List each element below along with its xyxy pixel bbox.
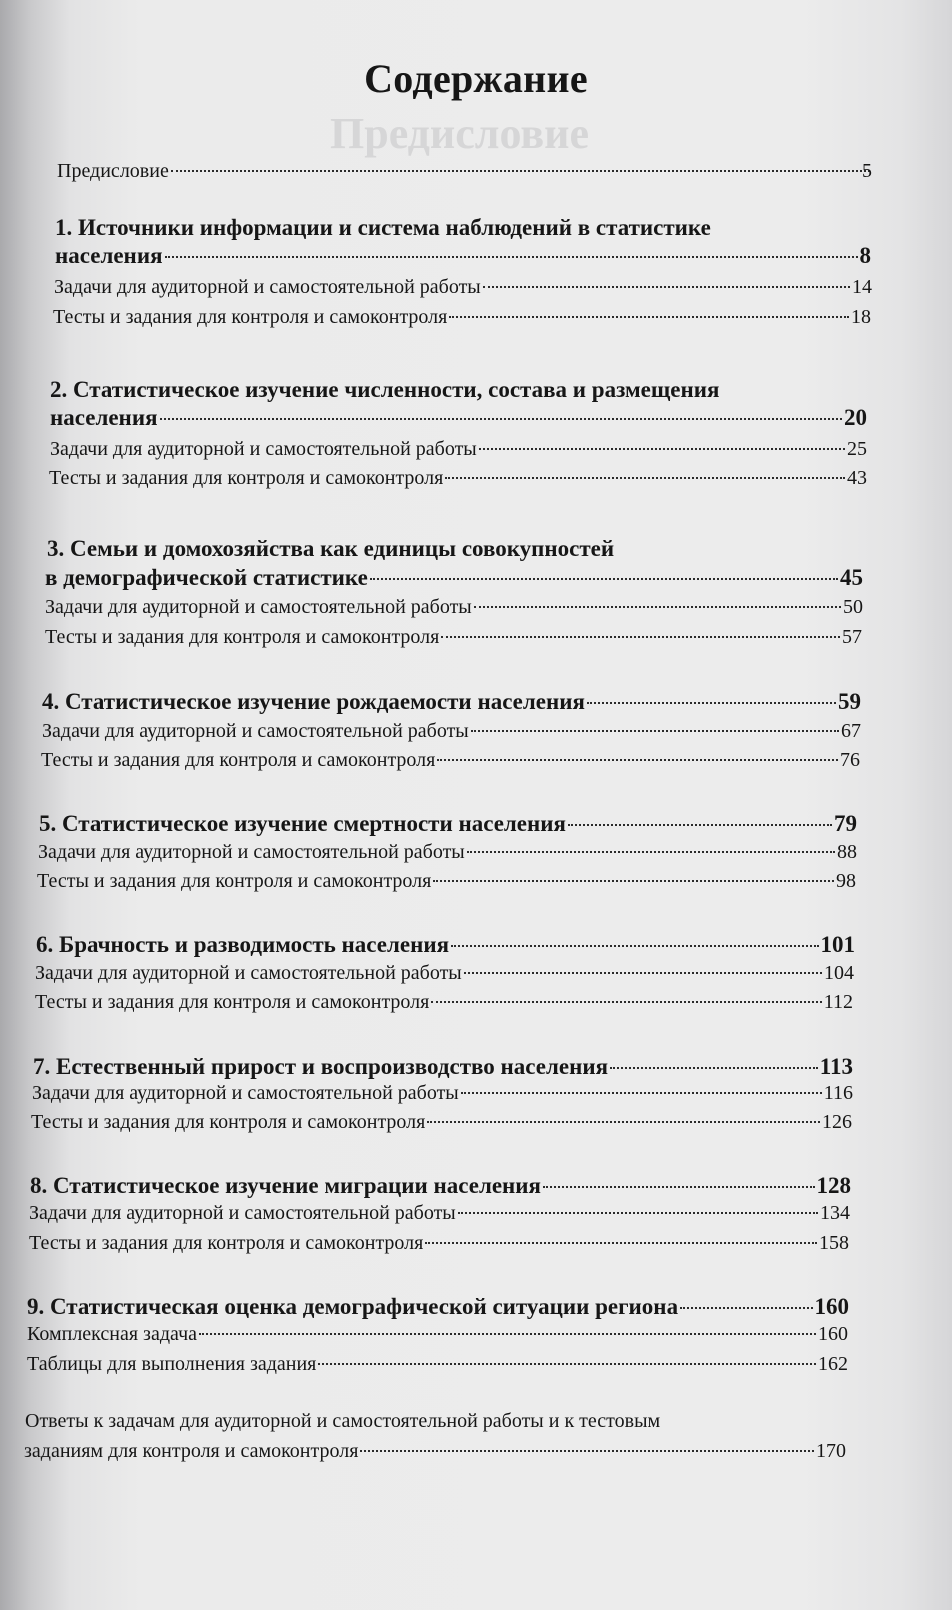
toc-entry-label: Тесты и задания для контроля и самоконтроля	[49, 467, 444, 489]
toc-heading-label: в демографической статистике	[45, 565, 368, 590]
leader-dots	[474, 606, 841, 608]
page-title: Содержание	[364, 56, 588, 101]
toc-entry-preface-page	[820, 160, 872, 183]
leader-dots	[160, 418, 842, 420]
section-heading-7	[33, 1054, 853, 1080]
toc-page-number: 25	[847, 438, 867, 460]
toc-page-number: 158	[819, 1232, 849, 1254]
toc-subentry	[37, 870, 856, 893]
leader-dots	[425, 1242, 817, 1244]
toc-heading-label: 8. Статистическое изучение миграции населения	[30, 1173, 541, 1198]
toc-subentry	[27, 1353, 848, 1376]
toc-subentry	[35, 991, 853, 1014]
toc-subentry	[45, 596, 863, 619]
leader-dots	[610, 1067, 818, 1069]
toc-subentry	[31, 1111, 852, 1134]
toc-page-number: 101	[820, 932, 855, 957]
toc-subentry	[50, 438, 867, 461]
leader-dots	[451, 945, 818, 947]
section-heading-4	[42, 689, 861, 715]
leader-dots	[449, 316, 849, 318]
leader-dots	[437, 759, 838, 761]
toc-page-number: 126	[822, 1111, 852, 1133]
toc-subentry	[41, 749, 860, 772]
leader-dots	[461, 1092, 822, 1094]
bleed-through-heading: Предисловие	[330, 109, 590, 158]
toc-entry-label: Задачи для аудиторной и самостоятельной работы	[32, 1082, 459, 1104]
toc-entry-label: Задачи для аудиторной и самостоятельной работы	[50, 438, 477, 460]
leader-dots	[427, 1121, 820, 1123]
toc-entry-label: Предисловие	[57, 160, 169, 182]
toc-entry-label: Комплексная задача	[27, 1323, 198, 1345]
toc-page-number: 14	[852, 276, 872, 298]
toc-subentry	[53, 306, 871, 329]
leader-dots	[318, 1363, 816, 1365]
toc-answers-line-2	[24, 1440, 846, 1463]
toc-entry-label: Задачи для аудиторной и самостоятельной работы	[42, 720, 469, 742]
leader-dots	[433, 880, 834, 882]
toc-entry-label: Задачи для аудиторной и самостоятельной работы	[35, 962, 462, 984]
section-heading-6	[36, 932, 855, 958]
toc-page-number: 20	[844, 405, 867, 430]
toc-page-number: 43	[847, 467, 867, 489]
toc-entry-preface	[57, 160, 872, 183]
toc-entry-label: Задачи для аудиторной и самостоятельной работы	[38, 841, 465, 863]
leader-dots	[458, 1212, 818, 1214]
section-heading-5	[39, 811, 857, 837]
leader-dots	[467, 851, 835, 853]
toc-subentry	[35, 962, 854, 985]
toc-heading-label: населения	[55, 243, 163, 268]
leader-dots	[680, 1307, 812, 1309]
section-heading-3-end	[45, 565, 863, 591]
leader-dots	[199, 1333, 816, 1335]
toc-page-number: 98	[836, 870, 856, 892]
section-heading-2-end	[50, 405, 867, 431]
toc-page-number: 134	[820, 1202, 850, 1224]
toc-entry-label: Тесты и задания для контроля и самоконтроля	[31, 1111, 426, 1133]
toc-subentry	[45, 626, 862, 649]
leader-dots	[479, 448, 845, 450]
toc-entry-label: заданиям для контроля и самоконтроля	[24, 1440, 359, 1462]
toc-heading-label: 6. Брачность и разводимость населения	[36, 932, 450, 957]
toc-page-number: 162	[818, 1353, 848, 1375]
leader-dots	[568, 824, 832, 826]
toc-entry-label: Тесты и задания для контроля и самоконтроля	[29, 1232, 424, 1254]
toc-heading-label: 9. Статистическая оценка демографической ситуации региона	[27, 1294, 679, 1319]
toc-subentry	[27, 1323, 848, 1346]
section-heading-1-end	[55, 243, 871, 269]
toc-page-number: 88	[837, 841, 857, 863]
leader-dots	[171, 170, 870, 172]
section-heading-2: 2. Статистическое изучение численности, состава и размещения	[50, 377, 720, 402]
toc-subentry	[38, 841, 857, 864]
toc-subentry	[42, 720, 861, 743]
section-heading-9	[27, 1294, 849, 1320]
toc-page-number: 170	[816, 1440, 846, 1462]
toc-subentry	[29, 1232, 849, 1255]
toc-page-number: 76	[840, 749, 860, 771]
toc-page-number: 50	[843, 596, 863, 618]
leader-dots	[587, 702, 836, 704]
toc-answers-line-1: Ответы к задачам для аудиторной и самостоятельной работы и к тестовым	[25, 1410, 661, 1432]
toc-page-number: 67	[841, 720, 861, 742]
toc-entry-label: Тесты и задания для контроля и самоконтроля	[37, 870, 432, 892]
section-heading-8	[30, 1173, 851, 1199]
toc-subentry	[32, 1082, 853, 1105]
leader-dots	[165, 256, 858, 258]
toc-heading-label: 4. Статистическое изучение рождаемости населения	[42, 689, 585, 714]
leader-dots	[464, 972, 822, 974]
leader-dots	[445, 477, 845, 479]
leader-dots	[370, 578, 838, 580]
toc-entry-label: Тесты и задания для контроля и самоконтроля	[53, 306, 448, 328]
toc-page-number: 112	[823, 991, 853, 1013]
toc-page-number: 59	[838, 689, 861, 714]
toc-subentry	[49, 467, 867, 490]
toc-subentry	[54, 276, 872, 299]
toc-page-number: 160	[818, 1323, 848, 1345]
toc-page-number: 116	[823, 1082, 853, 1104]
section-heading-1: 1. Источники информации и система наблюдений в статистике	[55, 215, 711, 240]
section-heading-3: 3. Семьи и домохозяйства как единицы совокупностей	[47, 536, 615, 561]
toc-heading-label: населения	[50, 405, 158, 430]
toc-page-number: 128	[816, 1173, 851, 1198]
toc-subentry	[29, 1202, 850, 1225]
toc-page-number: 18	[851, 306, 871, 328]
toc-page-number: 5	[862, 160, 872, 182]
leader-dots	[441, 636, 840, 638]
toc-entry-label: Задачи для аудиторной и самостоятельной работы	[45, 596, 472, 618]
toc-page-number: 8	[859, 243, 871, 268]
toc-entry-label: Задачи для аудиторной и самостоятельной работы	[29, 1202, 456, 1224]
toc-page-number: 79	[834, 811, 857, 836]
leader-dots	[431, 1001, 821, 1003]
toc-page-number: 45	[840, 565, 863, 590]
toc-heading-label: 5. Статистическое изучение смертности населения	[39, 811, 566, 836]
toc-heading-label: 7. Естественный прирост и воспроизводство населения	[33, 1054, 609, 1079]
toc-page-number: 113	[819, 1054, 853, 1079]
toc-entry-label: Тесты и задания для контроля и самоконтроля	[35, 991, 430, 1013]
toc-page-number: 160	[814, 1294, 849, 1319]
toc-entry-label: Задачи для аудиторной и самостоятельной работы	[54, 276, 481, 298]
leader-dots	[360, 1450, 814, 1452]
leader-dots	[471, 730, 839, 732]
leader-dots	[483, 286, 850, 288]
toc-entry-label: Таблицы для выполнения задания	[27, 1353, 317, 1375]
leader-dots	[543, 1186, 815, 1188]
toc-page-number: 104	[824, 962, 854, 984]
toc-entry-label: Тесты и задания для контроля и самоконтроля	[45, 626, 440, 648]
toc-entry-label: Тесты и задания для контроля и самоконтроля	[41, 749, 436, 771]
toc-page-number: 57	[842, 626, 862, 648]
